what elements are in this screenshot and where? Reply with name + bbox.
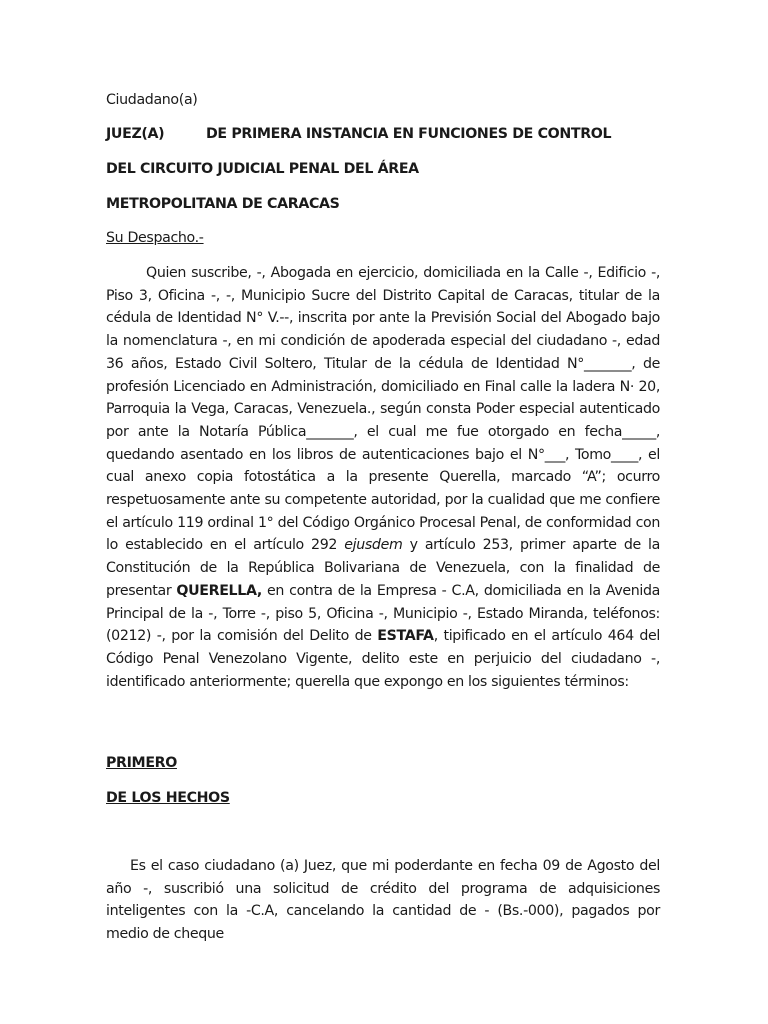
paragraph-1-text-c: en contra de la Empresa - C.A, domiciliada en la Avenida Principal de la -, Torre -, piso 5, Oficina -, Municipio -, Estado Miranda, teléfonos: (0212) -, por la comisión del Delito de bbox=[106, 582, 660, 645]
heading-line-1 bbox=[106, 126, 611, 142]
heading-line-3: METROPOLITANA DE CARACAS bbox=[106, 196, 340, 212]
section-title-primero: PRIMERO bbox=[106, 755, 177, 771]
greeting: Ciudadano(a) bbox=[106, 92, 198, 108]
paragraph-1-text-d: , tipificado en el artículo 464 del Código Penal Venezolano Vigente, delito este en perjuicio del ciudadano -, identificado anteriormente; querella que expongo en los siguientes términos: bbox=[106, 628, 660, 690]
body-paragraph-1 bbox=[106, 262, 660, 693]
paragraph-1-italic: ejusdem bbox=[344, 537, 403, 554]
heading-instance: DE PRIMERA INSTANCIA EN FUNCIONES DE CONTROL bbox=[206, 126, 612, 142]
paragraph-1-text-b: y artículo 253, primer aparte de la Constitución de la República Bolivariana de Venezuela, con la finalidad de presentar bbox=[106, 537, 660, 599]
heading-line-2: DEL CIRCUITO JUDICIAL PENAL DEL ÁREA bbox=[106, 161, 419, 177]
despacho-salutation: Su Despacho.- bbox=[106, 230, 204, 246]
paragraph-1-text-a: Quien suscribe, -, Abogada en ejercicio, domiciliada en la Calle -, Edificio -, Piso 3, Oficina -, -, Municipio Sucre del Distrito Capital de Caracas, titular de la cédula de Identidad N° V.--, inscrita por ante la Previsión Social del Abogado bajo la nomenclatura -, en mi condición de apoderada especial del ciudadano -, edad 36 años, Estado Civil Soltero, Titular de la cédula de Identidad N°_______, de profesión Licenciado en Administración, domiciliado en Final calle la ladera N· 20, Parroquia la Vega, Caracas, Venezuela., según consta Poder especial autenticado por ante la Notaría Pública_______, el cual me fue otorgado en fecha_____, quedando asentado en los libros de autenticaciones bajo el N°___, Tomo____, el cual anexo copia fotostática a la presente Querella, marcado “A”; ocurro respetuosamente ante su competente autoridad, por la cualidad que me confiere el artículo 119 ordinal 1° del Código Orgánico Procesal Penal, de conformidad con lo establecido en el artículo 292 bbox=[106, 265, 660, 554]
paragraph-1-bold-querella: QUERELLA, bbox=[176, 582, 262, 599]
body-paragraph-2: Es el caso ciudadano (a) Juez, que mi poderdante en fecha 09 de Agosto del año -, suscribió una solicitud de crédito del programa de adquisiciones inteligentes con la -C.A, cancelando la cantidad de - (Bs.-000), pagados por medio de cheque bbox=[106, 858, 660, 943]
section-title-hechos: DE LOS HECHOS bbox=[106, 790, 230, 806]
heading-judge-title: JUEZ(A) bbox=[106, 126, 165, 142]
paragraph-1-bold-estafa: ESTAFA bbox=[377, 628, 434, 645]
